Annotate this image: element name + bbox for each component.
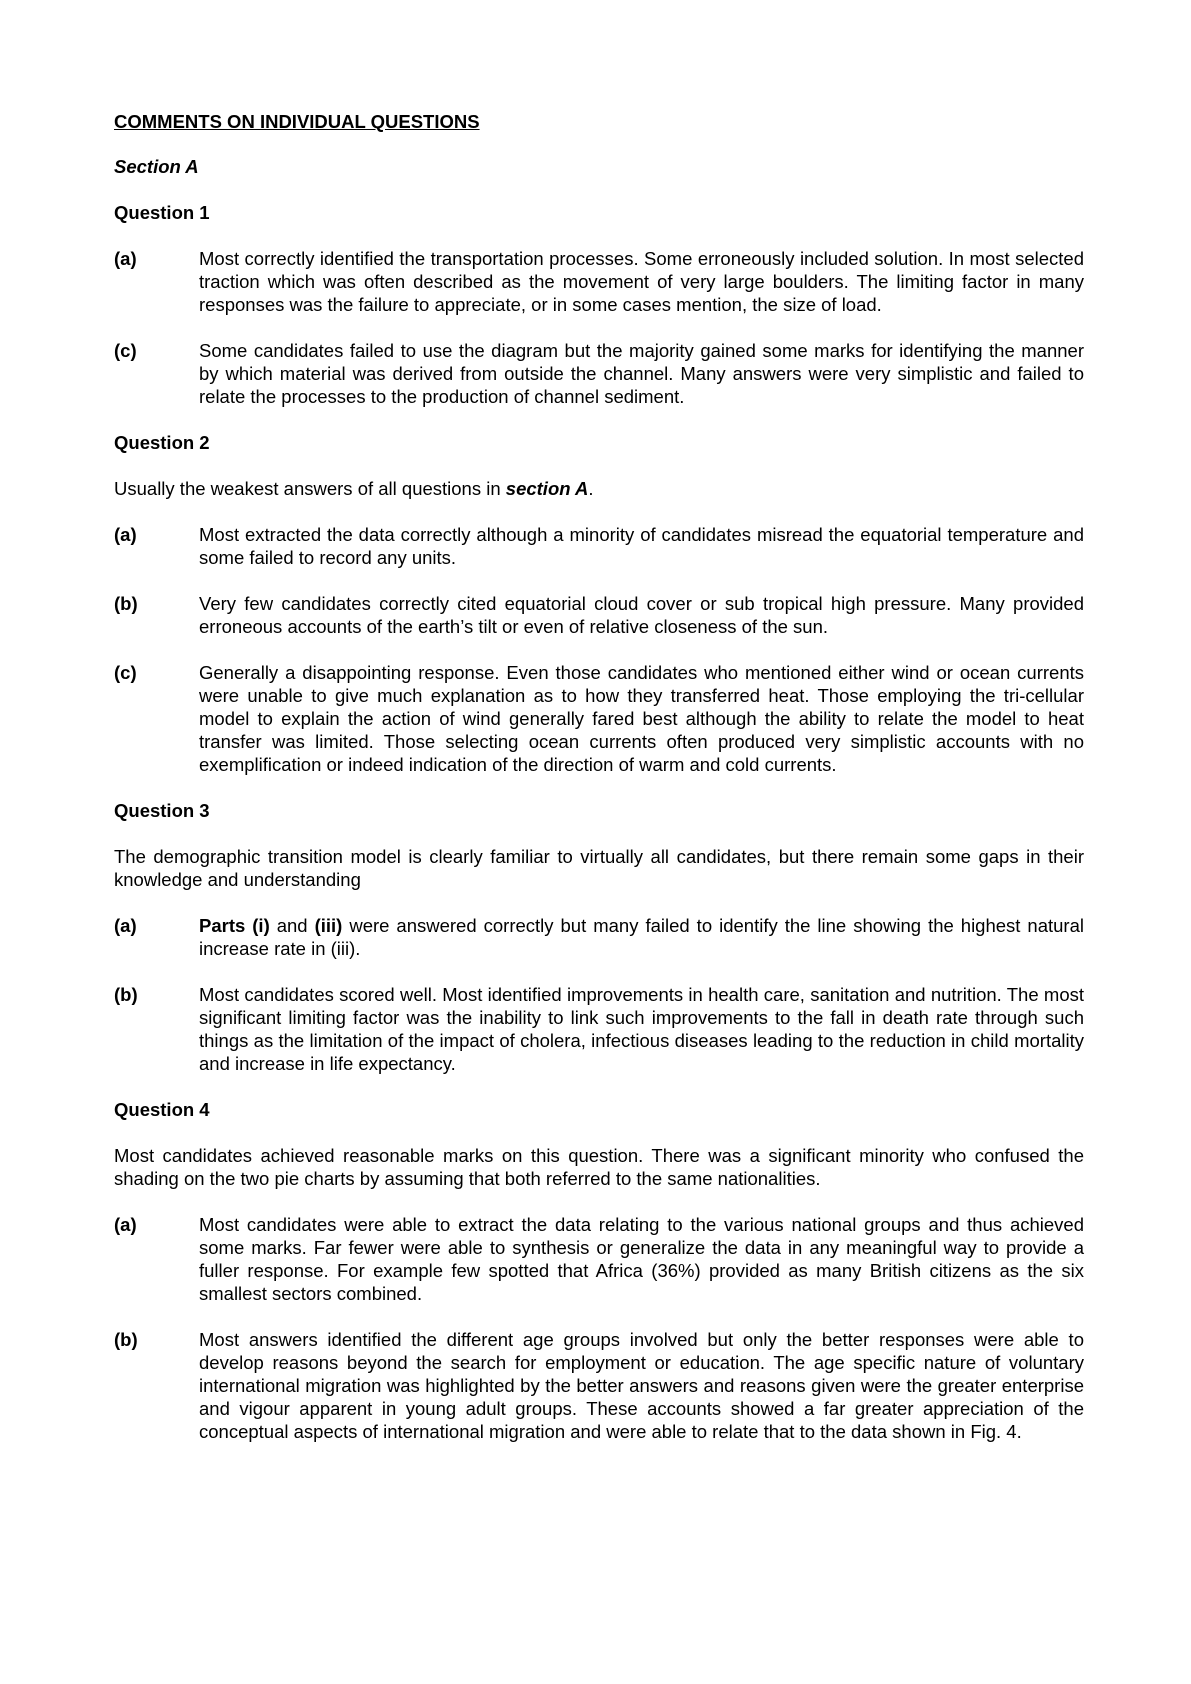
part-text: Generally a disappointing response. Even those candidates who mentioned either wind or ocean currents were unable to give much explanation as to how they transferred heat. Those employing the tri-cellular model to explain the action of wind generally fared best although the ability to relate the model to heat transfer was limited. Those selecting ocean currents often produced very simplistic accounts with no exemplification or indeed indication of the direction of warm and cold currents. — [199, 662, 1084, 775]
part-text: Most answers identified the different age groups involved but only the better responses were able to develop reasons beyond the search for employment or education. The age specific nature of voluntary international migration was highlighted by the better answers and reasons given were the greater enterprise and vigour apparent in young adult groups. These accounts showed a far greater appreciation of the conceptual aspects of international migration and were able to relate that to the data shown in Fig. 4. — [199, 1329, 1084, 1442]
question-3-intro: The demographic transition model is clearly familiar to virtually all candidates, but there remain some gaps in their knowledge and understanding — [114, 846, 1084, 890]
part-text: Some candidates failed to use the diagram but the majority gained some marks for identifying the manner by which material was derived from outside the channel. Many answers were very simplistic and failed to relate the processes to the production of channel sediment. — [199, 340, 1084, 407]
question-3-part-b — [114, 983, 1084, 1075]
part-label: (b) — [114, 593, 138, 614]
part-label: (c) — [114, 662, 137, 683]
part-label: (a) — [114, 248, 137, 269]
part-label: (a) — [114, 524, 137, 545]
question-2-part-b — [114, 592, 1084, 638]
part-text: Most extracted the data correctly although a minority of candidates misread the equatorial temperature and some failed to record any units. — [199, 524, 1084, 568]
part-label: (b) — [114, 1329, 138, 1350]
part-label: (a) — [114, 915, 137, 936]
part-text: Very few candidates correctly cited equatorial cloud cover or sub tropical high pressure. Many provided erroneous accounts of the earth’s tilt or even of relative closeness of the sun. — [199, 593, 1084, 637]
part-text: Most candidates were able to extract the data relating to the various national groups and thus achieved some marks. Far fewer were able to synthesis or generalize the data in any meaningful way to provide a fuller response. For example few spotted that Africa (36%) provided as many British citizens as the six smallest sectors combined. — [199, 1214, 1084, 1304]
plain-text: and — [269, 915, 315, 936]
part-text — [199, 914, 1084, 960]
question-3-part-a — [114, 914, 1084, 960]
question-2-part-c — [114, 661, 1084, 776]
part-label: (c) — [114, 340, 137, 361]
section-heading: Section A — [114, 156, 199, 177]
document-page — [114, 110, 1084, 1466]
question-3-heading: Question 3 — [114, 800, 210, 821]
question-1-part-a — [114, 247, 1084, 316]
question-4-part-b — [114, 1328, 1084, 1443]
intro-text-end: . — [588, 478, 594, 499]
bold-text: (iii) — [314, 915, 343, 936]
part-label: (a) — [114, 1214, 137, 1235]
question-4-heading: Question 4 — [114, 1099, 210, 1120]
question-1-part-c — [114, 339, 1084, 408]
intro-text: Usually the weakest answers of all questions in — [114, 478, 506, 499]
question-4-part-a — [114, 1213, 1084, 1305]
question-4-intro: Most candidates achieved reasonable marks on this question. There was a significant minority who confused the shading on the two pie charts by assuming that both referred to the same nationalities. — [114, 1145, 1084, 1189]
plain-text: were answered correctly but many failed to identify the line showing the highest natural increase rate in (iii). — [199, 915, 1084, 959]
part-label: (b) — [114, 984, 138, 1005]
bold-text: Parts (i) — [199, 915, 270, 936]
question-2-heading: Question 2 — [114, 432, 210, 453]
intro-emphasis: section A — [505, 478, 589, 499]
part-text: Most correctly identified the transportation processes. Some erroneously included solution. In most selected traction which was often described as the movement of very large boulders. The limiting factor in many responses was the failure to appreciate, or in some cases mention, the size of load. — [199, 248, 1084, 315]
question-2-intro — [114, 477, 1084, 500]
part-text: Most candidates scored well. Most identified improvements in health care, sanitation and nutrition. The most significant limiting factor was the inability to link such improvements to the fall in death rate through such things as the limitation of the impact of cholera, infectious diseases leading to the reduction in child mortality and increase in life expectancy. — [199, 984, 1084, 1074]
question-1-heading: Question 1 — [114, 202, 210, 223]
page-title: COMMENTS ON INDIVIDUAL QUESTIONS — [114, 111, 480, 132]
question-2-part-a — [114, 523, 1084, 569]
